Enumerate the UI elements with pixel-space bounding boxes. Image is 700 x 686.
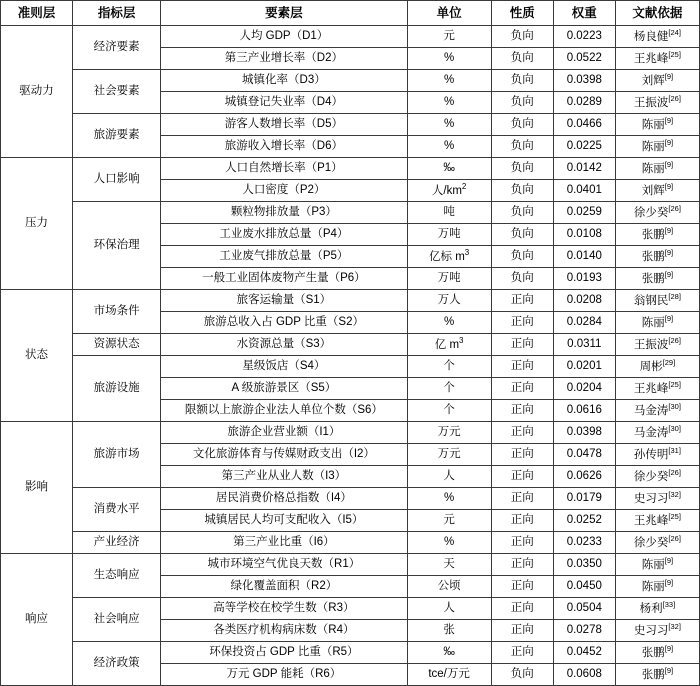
weight-cell: 0.0626 — [553, 466, 615, 488]
element-layer-cell: 环保投资占 GDP 比重（R5） — [161, 642, 407, 664]
table-row — [1, 202, 700, 224]
weight-cell: 0.0179 — [553, 488, 615, 510]
element-layer-cell: 星级饭店（S4） — [161, 356, 407, 378]
table-row — [1, 158, 700, 180]
indicator-layer-cell: 经济要素 — [73, 26, 161, 70]
weight-cell: 0.0108 — [553, 224, 615, 246]
reference-cell: 刘辉[9] — [615, 70, 699, 92]
property-cell: 负向 — [491, 92, 553, 114]
unit-cell: ‰ — [407, 158, 491, 180]
unit-cell: 个 — [407, 356, 491, 378]
element-layer-cell: 人口密度（P2） — [161, 180, 407, 202]
reference-cell: 张鹏[9] — [615, 246, 699, 268]
reference-cell: 王兆峰[25] — [615, 378, 699, 400]
unit-cell: 个 — [407, 400, 491, 422]
element-layer-cell: 城镇居民人均可支配收入（I5） — [161, 510, 407, 532]
header-criterion-layer: 准则层 — [1, 1, 73, 26]
unit-cell: 万吨 — [407, 224, 491, 246]
unit-cell: 万吨 — [407, 268, 491, 290]
unit-cell: % — [407, 92, 491, 114]
indicator-layer-cell: 旅游设施 — [73, 356, 161, 422]
unit-cell: % — [407, 488, 491, 510]
element-layer-cell: 游客人数增长率（D5） — [161, 114, 407, 136]
unit-cell: 万元 — [407, 422, 491, 444]
criterion-layer-cell: 响应 — [1, 554, 73, 686]
table-row — [1, 422, 700, 444]
property-cell: 正向 — [491, 312, 553, 334]
property-cell: 负向 — [491, 158, 553, 180]
weight-cell: 0.0450 — [553, 576, 615, 598]
unit-cell: % — [407, 48, 491, 70]
unit-cell: 张 — [407, 620, 491, 642]
weight-cell: 0.0252 — [553, 510, 615, 532]
weight-cell: 0.0466 — [553, 114, 615, 136]
weight-cell: 0.0140 — [553, 246, 615, 268]
weight-cell: 0.0284 — [553, 312, 615, 334]
weight-cell: 0.0259 — [553, 202, 615, 224]
reference-cell: 杨利[33] — [615, 598, 699, 620]
indicator-layer-cell: 环保治理 — [73, 202, 161, 290]
reference-cell: 王振波[26] — [615, 92, 699, 114]
indicator-layer-cell: 旅游要素 — [73, 114, 161, 158]
property-cell: 负向 — [491, 48, 553, 70]
reference-cell: 史习习[32] — [615, 488, 699, 510]
indicator-layer-cell: 市场条件 — [73, 290, 161, 334]
reference-cell: 刘辉[9] — [615, 180, 699, 202]
criterion-layer-cell: 压力 — [1, 158, 73, 290]
criterion-layer-cell: 驱动力 — [1, 26, 73, 158]
unit-cell: % — [407, 532, 491, 554]
reference-cell: 陈丽[9] — [615, 136, 699, 158]
reference-cell: 张鹏[9] — [615, 224, 699, 246]
unit-cell: 人$/km^2$ — [407, 180, 491, 202]
reference-cell: 陈丽[9] — [615, 158, 699, 180]
weight-cell: 0.0452 — [553, 642, 615, 664]
property-cell: 负向 — [491, 136, 553, 158]
property-cell: 正向 — [491, 334, 553, 356]
element-layer-cell: 人均 GDP（D1） — [161, 26, 407, 48]
reference-cell: 马金涛[30] — [615, 422, 699, 444]
header-indicator-layer: 指标层 — [73, 1, 161, 26]
table-row — [1, 26, 700, 48]
table-row — [1, 70, 700, 92]
criterion-layer-cell: 状态 — [1, 290, 73, 422]
element-layer-cell: 万元 GDP 能耗（R6） — [161, 664, 407, 686]
reference-cell: 王振波[26] — [615, 334, 699, 356]
element-layer-cell: 一般工业固体废物产生量（P6） — [161, 268, 407, 290]
weight-cell: 0.0208 — [553, 290, 615, 312]
indicator-layer-cell: 人口影响 — [73, 158, 161, 202]
property-cell: 负向 — [491, 180, 553, 202]
unit-cell: 元 — [407, 26, 491, 48]
element-layer-cell: 旅客运输量（S1） — [161, 290, 407, 312]
weight-cell: 0.0193 — [553, 268, 615, 290]
unit-cell: 万人 — [407, 290, 491, 312]
element-layer-cell: 颗粒物排放量（P3） — [161, 202, 407, 224]
property-cell: 正向 — [491, 620, 553, 642]
element-layer-cell: 工业废气排放总量（P5） — [161, 246, 407, 268]
reference-cell: 陈丽[9] — [615, 576, 699, 598]
weight-cell: 0.0398 — [553, 70, 615, 92]
element-layer-cell: A 级旅游景区（S5） — [161, 378, 407, 400]
table-row — [1, 532, 700, 554]
weight-cell: 0.0311 — [553, 334, 615, 356]
weight-cell: 0.0201 — [553, 356, 615, 378]
element-layer-cell: 旅游收入增长率（D6） — [161, 136, 407, 158]
indicator-layer-cell: 消费水平 — [73, 488, 161, 532]
element-layer-cell: 第三产业增长率（D2） — [161, 48, 407, 70]
unit-cell: 万元 — [407, 444, 491, 466]
property-cell: 负向 — [491, 664, 553, 686]
weight-cell: 0.0278 — [553, 620, 615, 642]
header-weight: 权重 — [553, 1, 615, 26]
property-cell: 正向 — [491, 400, 553, 422]
element-layer-cell: 居民消费价格总指数（I4） — [161, 488, 407, 510]
reference-cell: 王兆峰[25] — [615, 48, 699, 70]
reference-cell: 王兆峰[25] — [615, 510, 699, 532]
weight-cell: 0.0142 — [553, 158, 615, 180]
unit-cell: 吨 — [407, 202, 491, 224]
property-cell: 正向 — [491, 356, 553, 378]
element-layer-cell: 城市环境空气优良天数（R1） — [161, 554, 407, 576]
reference-cell: 张鹏[9] — [615, 642, 699, 664]
unit-cell: ‰ — [407, 642, 491, 664]
reference-cell: 徐少癸[26] — [615, 532, 699, 554]
property-cell: 正向 — [491, 554, 553, 576]
property-cell: 正向 — [491, 488, 553, 510]
unit-cell: % — [407, 136, 491, 158]
header-element-layer: 要素层 — [161, 1, 407, 26]
weight-cell: 0.0478 — [553, 444, 615, 466]
unit-cell: 亿 $m^3$ — [407, 334, 491, 356]
table-row — [1, 488, 700, 510]
unit-cell: 公顷 — [407, 576, 491, 598]
weight-cell: 0.0504 — [553, 598, 615, 620]
header-reference: 文献依据 — [615, 1, 699, 26]
element-layer-cell: 高等学校在校学生数（R3） — [161, 598, 407, 620]
weight-cell: 0.0350 — [553, 554, 615, 576]
weight-cell: 0.0204 — [553, 378, 615, 400]
indicator-layer-cell: 生态响应 — [73, 554, 161, 598]
reference-cell: 陈丽[9] — [615, 114, 699, 136]
property-cell: 正向 — [491, 378, 553, 400]
element-layer-cell: 城镇化率（D3） — [161, 70, 407, 92]
weight-cell: 0.0233 — [553, 532, 615, 554]
criterion-layer-cell: 影响 — [1, 422, 73, 554]
property-cell: 负向 — [491, 246, 553, 268]
indicator-layer-cell: 社会要素 — [73, 70, 161, 114]
unit-cell: % — [407, 70, 491, 92]
indicator-layer-cell: 社会响应 — [73, 598, 161, 642]
reference-cell: 孙传明[31] — [615, 444, 699, 466]
weight-cell: 0.0401 — [553, 180, 615, 202]
reference-cell: 徐少癸[26] — [615, 466, 699, 488]
element-layer-cell: 城镇登记失业率（D4） — [161, 92, 407, 114]
property-cell: 负向 — [491, 224, 553, 246]
property-cell: 负向 — [491, 268, 553, 290]
property-cell: 正向 — [491, 290, 553, 312]
table-row — [1, 356, 700, 378]
property-cell: 正向 — [491, 422, 553, 444]
property-cell: 正向 — [491, 532, 553, 554]
element-layer-cell: 旅游企业营业额（I1） — [161, 422, 407, 444]
weight-cell: 0.0223 — [553, 26, 615, 48]
unit-cell: % — [407, 312, 491, 334]
property-cell: 正向 — [491, 510, 553, 532]
table-row — [1, 642, 700, 664]
unit-cell: tce/万元 — [407, 664, 491, 686]
weight-cell: 0.0398 — [553, 422, 615, 444]
property-cell: 正向 — [491, 444, 553, 466]
indicator-layer-cell: 旅游市场 — [73, 422, 161, 488]
table-row — [1, 554, 700, 576]
element-layer-cell: 第三产业从业人数（I3） — [161, 466, 407, 488]
indicator-layer-cell: 经济政策 — [73, 642, 161, 686]
weight-cell: 0.0289 — [553, 92, 615, 114]
reference-cell: 张鹏[9] — [615, 664, 699, 686]
property-cell: 负向 — [491, 114, 553, 136]
element-layer-cell: 文化旅游体育与传媒财政支出（I2） — [161, 444, 407, 466]
unit-cell: 亿标 $m^3$ — [407, 246, 491, 268]
element-layer-cell: 绿化覆盖面积（R2） — [161, 576, 407, 598]
element-layer-cell: 旅游总收入占 GDP 比重（S2） — [161, 312, 407, 334]
reference-cell: 陈丽[9] — [615, 312, 699, 334]
header-row — [1, 1, 700, 26]
element-layer-cell: 人口自然增长率（P1） — [161, 158, 407, 180]
weight-cell: 0.0225 — [553, 136, 615, 158]
element-layer-cell: 各类医疗机构病床数（R4） — [161, 620, 407, 642]
property-cell: 正向 — [491, 576, 553, 598]
table-row — [1, 598, 700, 620]
property-cell: 负向 — [491, 202, 553, 224]
indicator-layer-cell: 产业经济 — [73, 532, 161, 554]
reference-cell: 陈丽[9] — [615, 554, 699, 576]
reference-cell: 马金涛[30] — [615, 400, 699, 422]
table-header — [1, 1, 700, 26]
property-cell: 正向 — [491, 598, 553, 620]
weight-cell: 0.0616 — [553, 400, 615, 422]
table-body — [1, 26, 700, 686]
property-cell: 正向 — [491, 466, 553, 488]
reference-cell: 翁钢民[28] — [615, 290, 699, 312]
table-row — [1, 290, 700, 312]
element-layer-cell: 第三产业比重（I6） — [161, 532, 407, 554]
property-cell: 负向 — [491, 26, 553, 48]
header-unit: 单位 — [407, 1, 491, 26]
unit-cell: 天 — [407, 554, 491, 576]
unit-cell: 元 — [407, 510, 491, 532]
element-layer-cell: 水资源总量（S3） — [161, 334, 407, 356]
weight-cell: 0.0522 — [553, 48, 615, 70]
unit-cell: 人 — [407, 466, 491, 488]
table-row — [1, 114, 700, 136]
weight-cell: 0.0608 — [553, 664, 615, 686]
reference-cell: 周彬[29] — [615, 356, 699, 378]
element-layer-cell: 限额以上旅游企业法人单位个数（S6） — [161, 400, 407, 422]
unit-cell: % — [407, 114, 491, 136]
unit-cell: 人 — [407, 598, 491, 620]
reference-cell: 史习习[32] — [615, 620, 699, 642]
reference-cell: 徐少癸[26] — [615, 202, 699, 224]
indicator-layer-cell: 资源状态 — [73, 334, 161, 356]
element-layer-cell: 工业废水排放总量（P4） — [161, 224, 407, 246]
reference-cell: 杨良健[24] — [615, 26, 699, 48]
table-row — [1, 334, 700, 356]
property-cell: 正向 — [491, 642, 553, 664]
unit-cell: 个 — [407, 378, 491, 400]
header-property: 性质 — [491, 1, 553, 26]
reference-cell: 张鹏[9] — [615, 268, 699, 290]
property-cell: 负向 — [491, 70, 553, 92]
